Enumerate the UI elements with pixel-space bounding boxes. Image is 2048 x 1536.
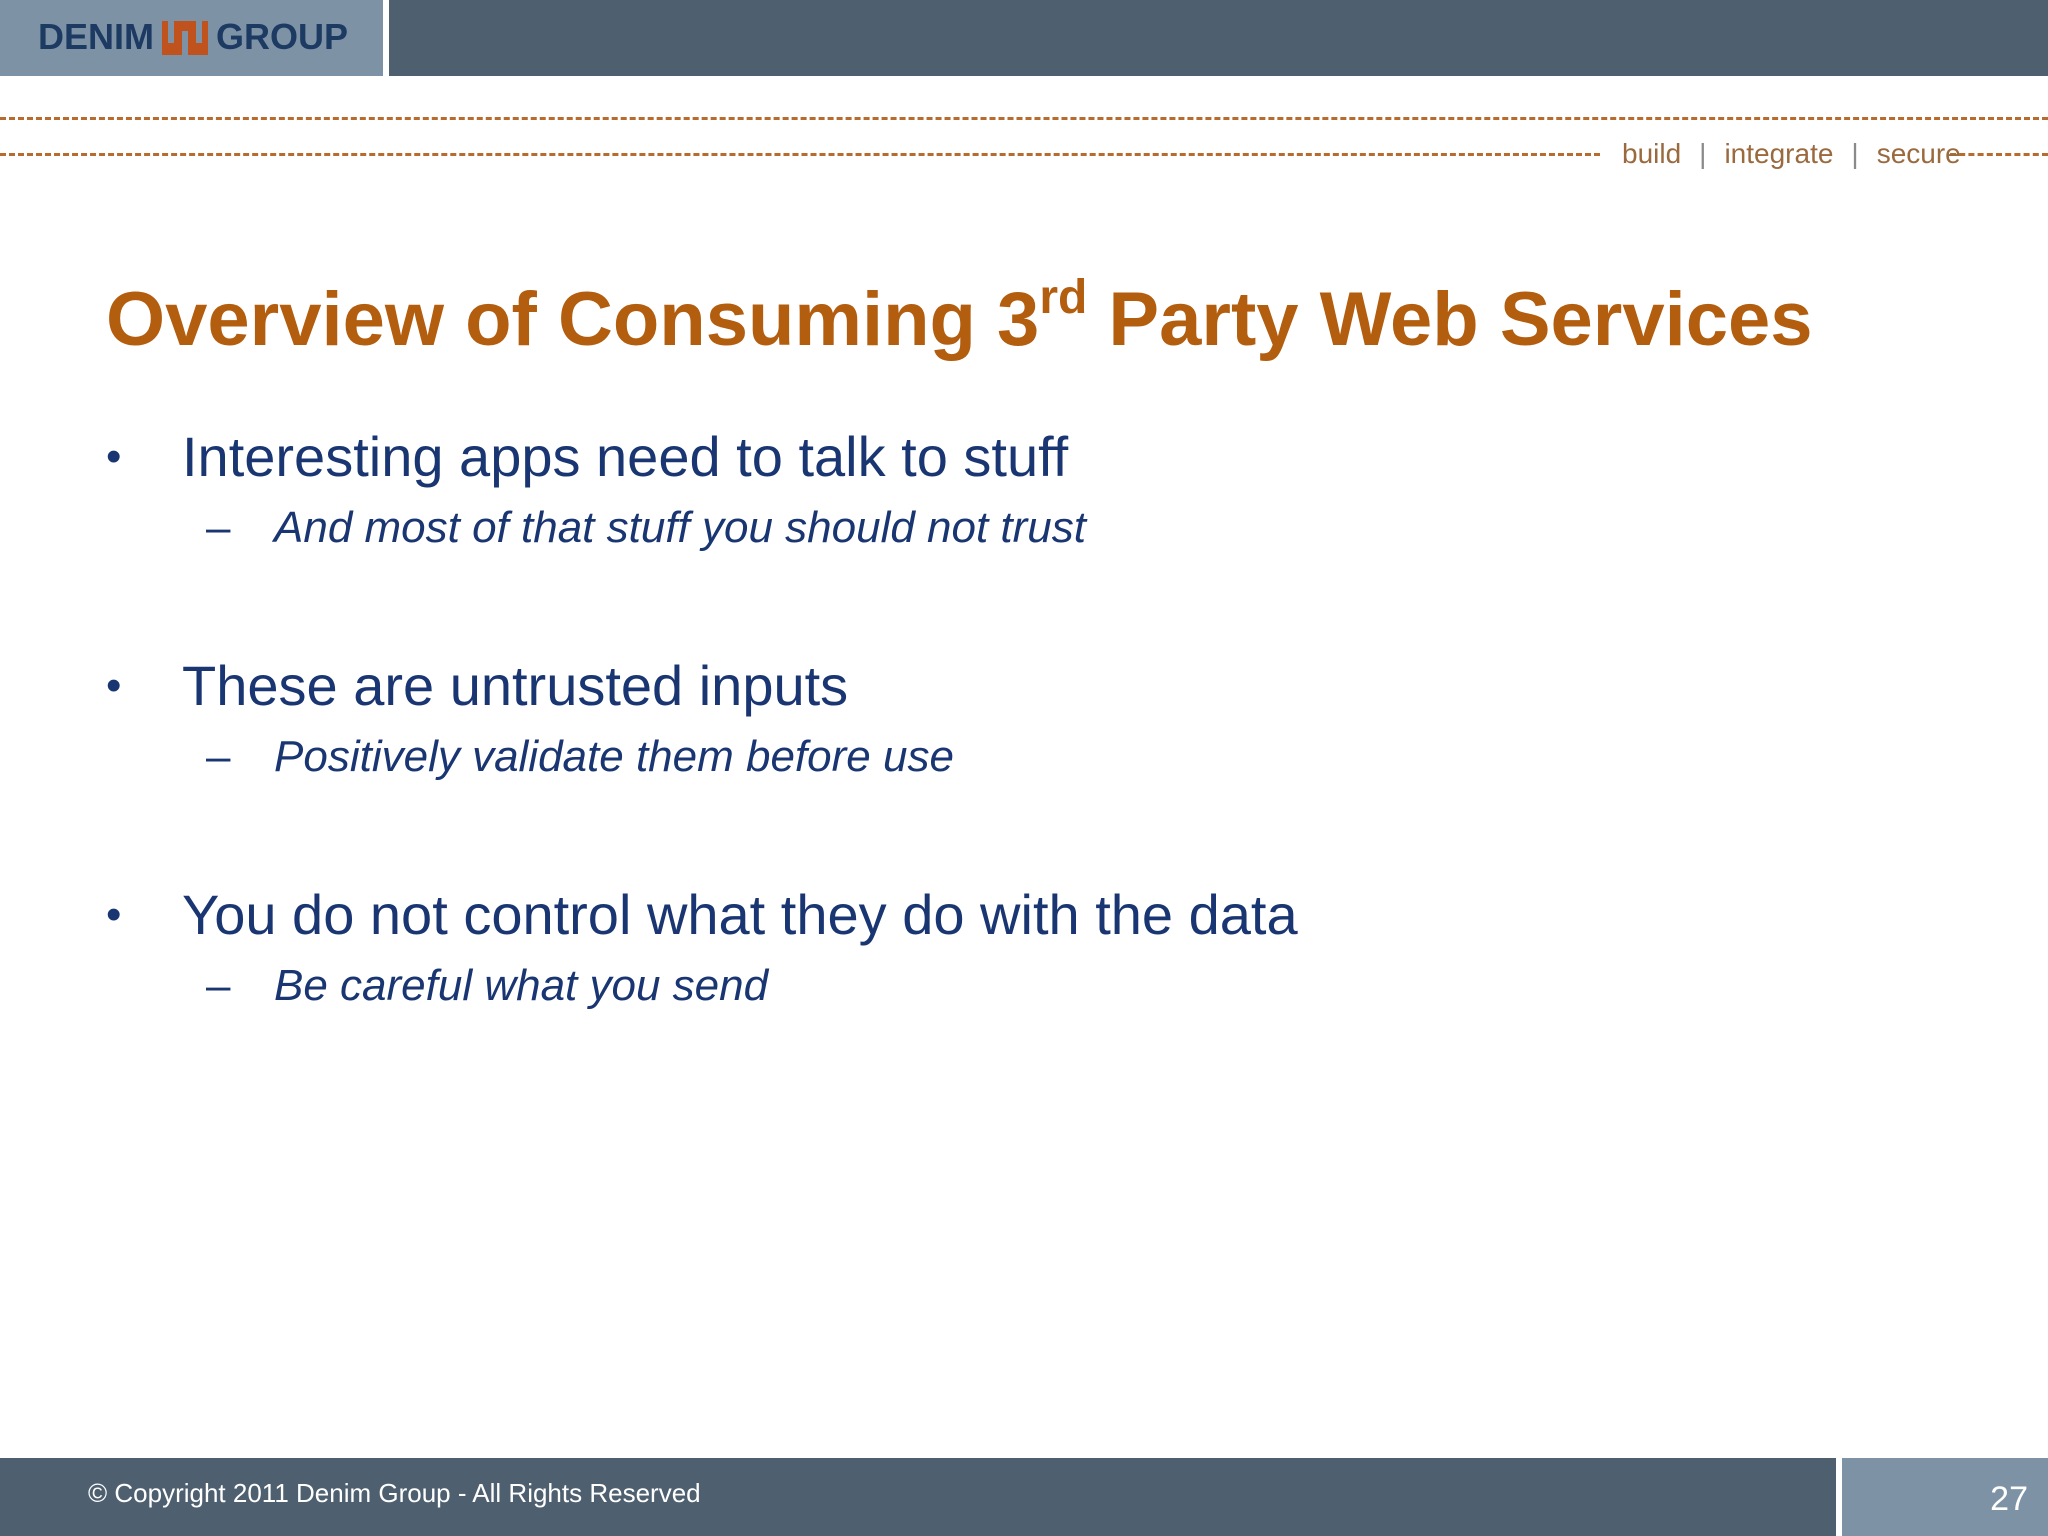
logo-mark-icon <box>160 17 210 57</box>
title-text-post: Party Web Services <box>1087 277 1813 362</box>
bullet-marker: • <box>106 661 122 710</box>
sub-bullet-marker: – <box>206 732 231 781</box>
bullet-marker: • <box>106 890 122 939</box>
bullet-text: Interesting apps need to talk to stuff <box>182 425 1069 488</box>
title-superscript: rd <box>1039 270 1088 324</box>
dashed-rule-bottom-left <box>0 153 1600 156</box>
slide-title <box>106 270 1813 370</box>
tagline-secure: secure <box>1876 138 1961 169</box>
bullet-text: These are untrusted inputs <box>182 654 849 717</box>
title-text-pre: Overview of Consuming 3 <box>106 277 1040 362</box>
denim-group-logo <box>38 14 348 60</box>
sub-bullet-text: Be careful what you send <box>274 961 769 1010</box>
sub-bullet-text: Positively validate them before use <box>274 732 954 781</box>
dashed-rule-bottom-right <box>1950 153 2048 156</box>
copyright-text: © Copyright 2011 Denim Group - All Rights Reserved <box>88 1478 701 1508</box>
sub-bullet-marker: – <box>206 503 231 552</box>
sub-bullet-marker: – <box>206 961 231 1010</box>
tagline <box>1622 134 1961 174</box>
tagline-build: build <box>1622 138 1682 169</box>
tagline-separator: | <box>1851 138 1859 169</box>
page-number-box <box>1842 1458 2048 1536</box>
page-number: 27 <box>1990 1480 2028 1518</box>
logo-panel <box>0 0 389 76</box>
logo-text-right: GROUP <box>216 16 349 57</box>
bullet-marker: • <box>106 432 122 481</box>
dashed-rule-top <box>0 117 2048 120</box>
bullet-text: You do not control what they do with the data <box>182 883 1298 946</box>
logo-text-left: DENIM <box>38 16 154 57</box>
tagline-integrate: integrate <box>1724 138 1834 169</box>
sub-bullet-text: And most of that stuff you should not trust <box>274 503 1087 552</box>
tagline-separator: | <box>1699 138 1707 169</box>
